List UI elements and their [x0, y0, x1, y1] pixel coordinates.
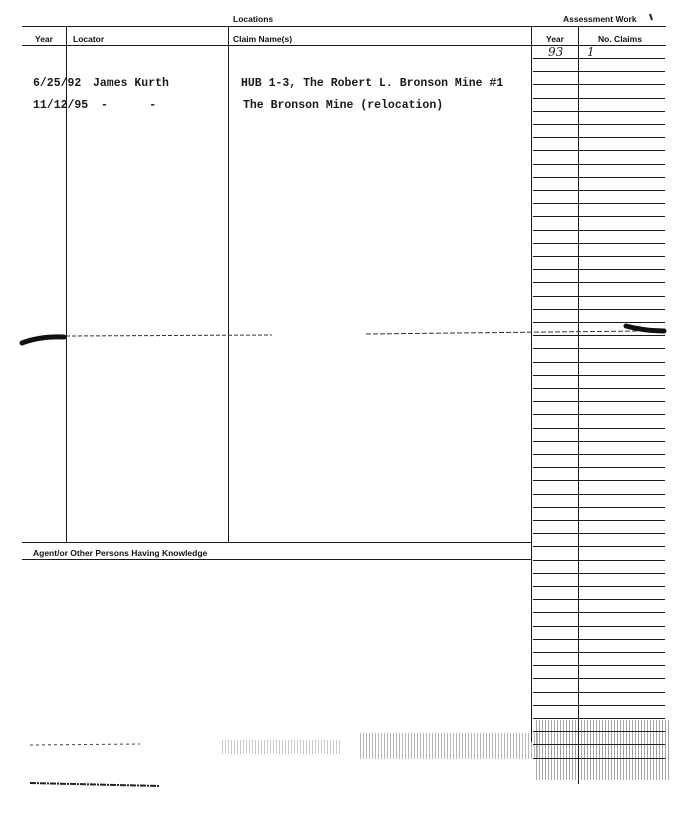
scan-noise-2	[360, 733, 540, 759]
entry-2-year: 11/12/95	[33, 99, 89, 112]
assessment-1-claims: 1	[587, 45, 595, 59]
faint-bottom-line-2	[30, 783, 160, 786]
binder-mark-left	[22, 337, 64, 343]
year-column-header: Year	[35, 34, 53, 44]
assessment-work-section-title: Assessment Work	[563, 14, 637, 24]
faint-fold-line-left	[66, 335, 272, 336]
entry-1-year: 6/25/92	[33, 77, 82, 90]
locations-section-title: Locations	[233, 14, 274, 24]
number-of-claims-column-header: No. Claims	[598, 34, 642, 44]
claim-names-column-header: Claim Name(s)	[233, 34, 293, 44]
entry-2-claim-names: The Bronson Mine (relocation)	[243, 99, 444, 112]
locator-column-header: Locator	[73, 34, 105, 44]
assessment-year-column-header: Year	[546, 34, 564, 44]
entry-1-locator: James Kurth	[93, 77, 169, 90]
faint-bottom-line-1	[30, 744, 140, 745]
scan-noise-1	[222, 740, 340, 754]
entry-2-locator: - -	[101, 99, 157, 112]
faint-fold-line-right	[366, 331, 640, 334]
entry-1-claim-names: HUB 1-3, The Robert L. Bronson Mine #1	[241, 77, 504, 90]
scan-noise-3	[536, 720, 670, 780]
binder-mark-right	[626, 326, 664, 331]
assessment-1-year: 93	[548, 45, 564, 59]
agent-persons-label: Agent/or Other Persons Having Knowledge	[33, 548, 208, 558]
corner-smudge	[650, 14, 652, 20]
